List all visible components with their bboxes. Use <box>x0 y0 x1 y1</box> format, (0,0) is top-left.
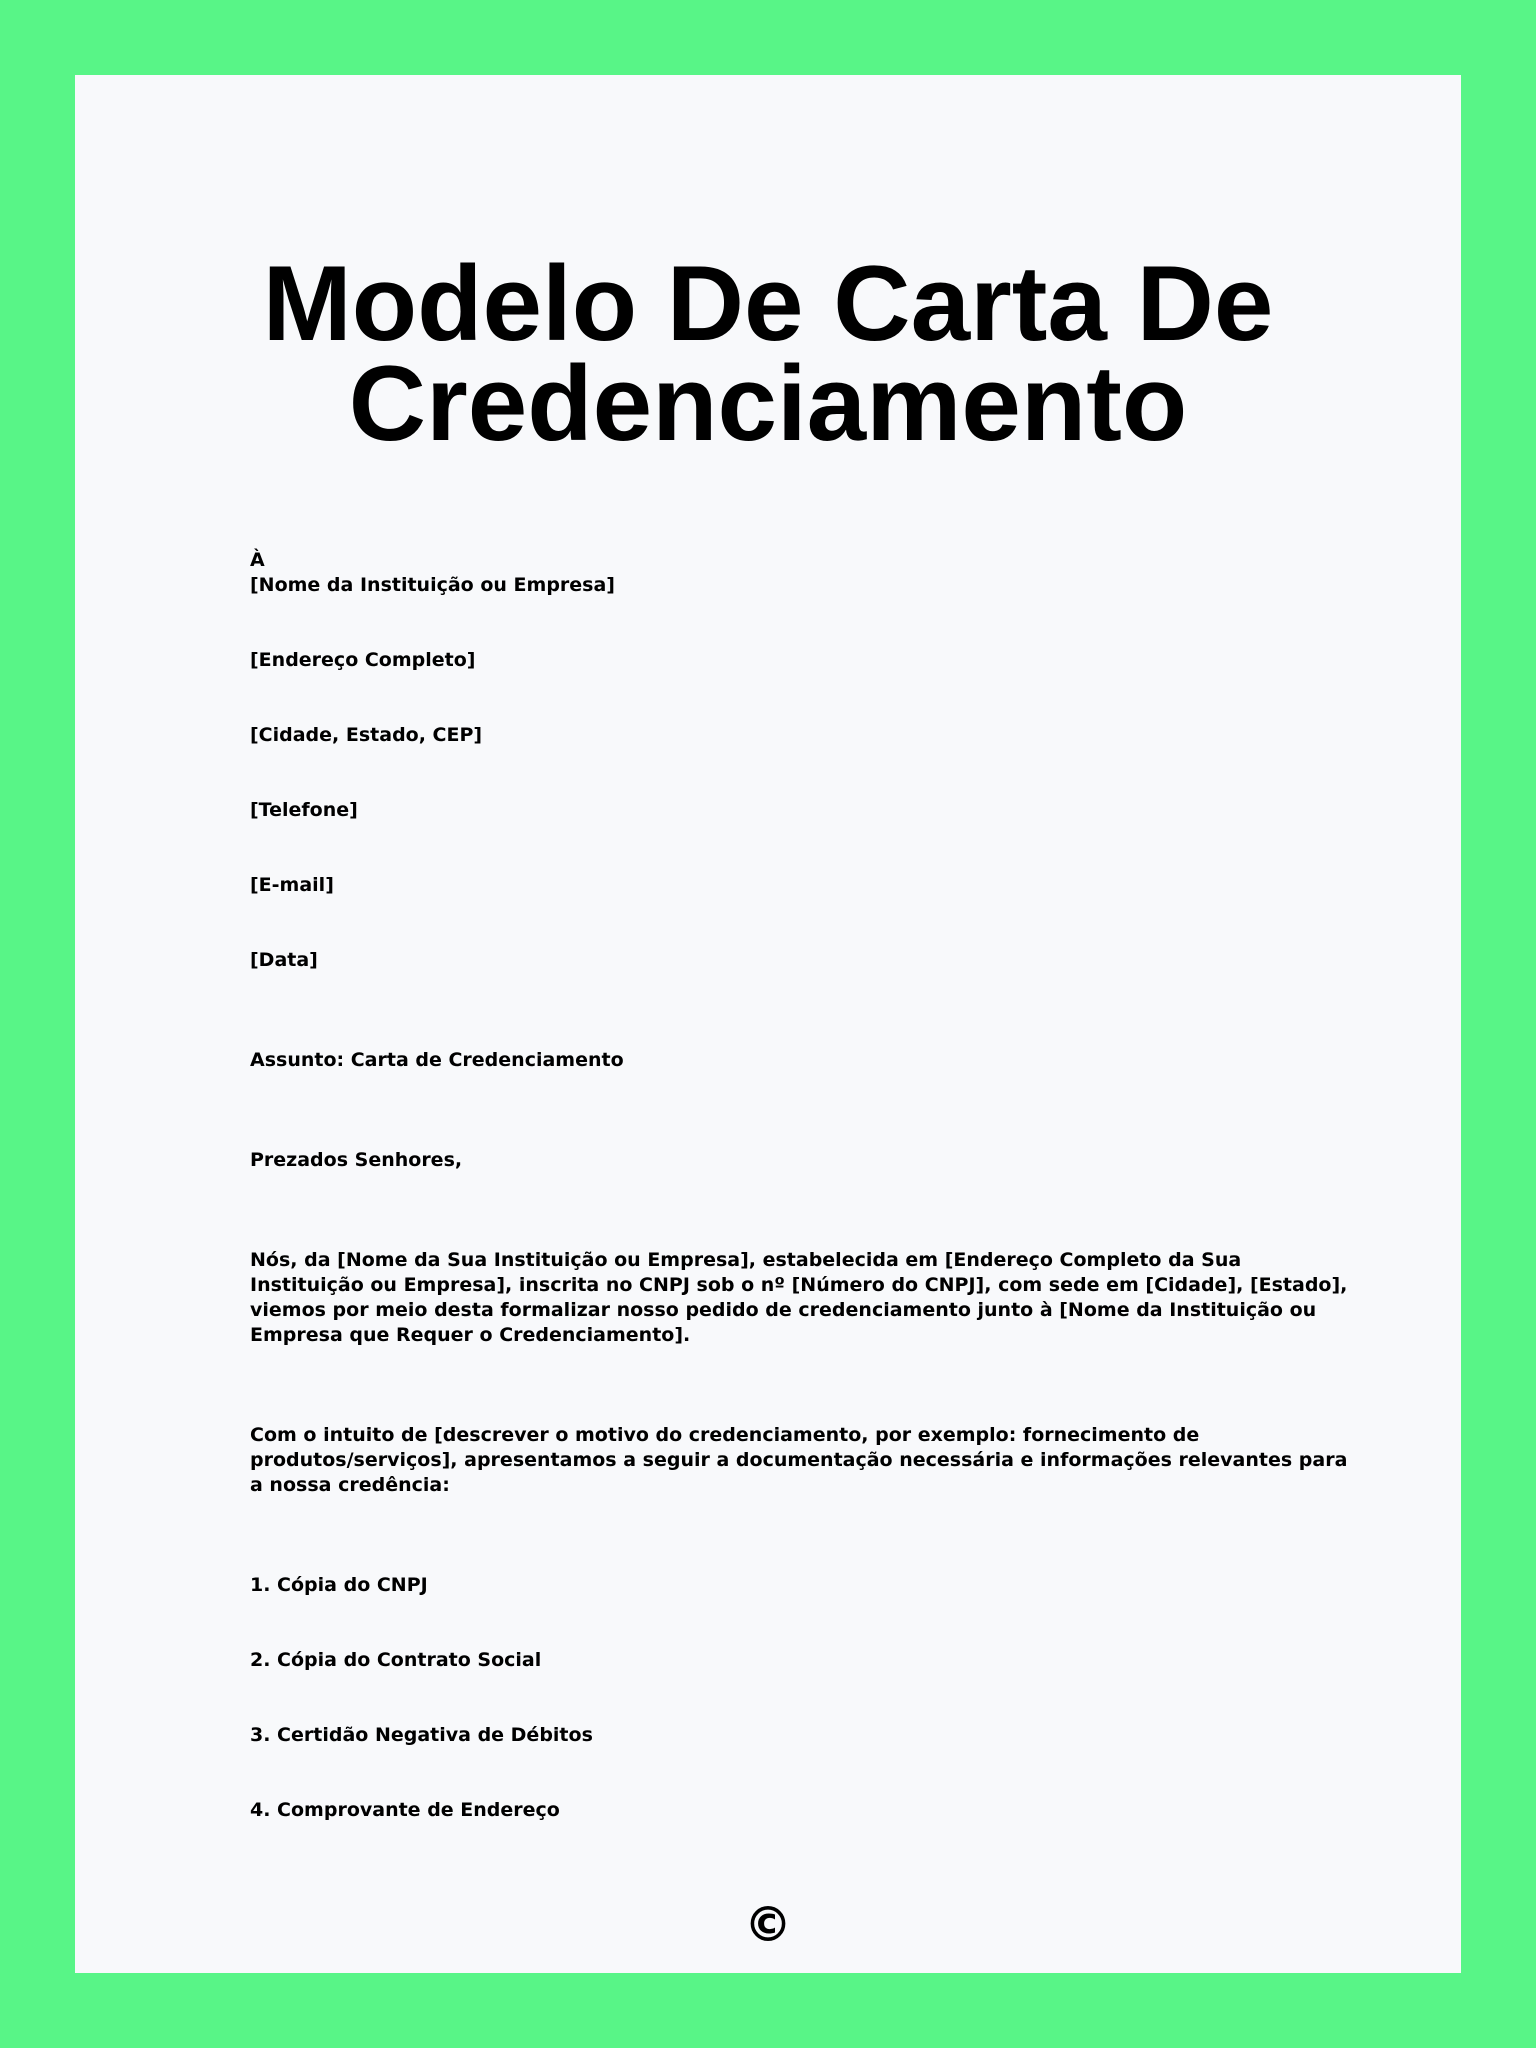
recipient-prefix: À <box>250 549 265 571</box>
list-item: 1. Cópia do CNPJ <box>250 1574 428 1596</box>
recipient-phone: [Telefone] <box>250 799 358 821</box>
recipient-email: [E-mail] <box>250 874 334 896</box>
paragraph-purpose: Com o intuito de [descrever o motivo do credenciamento, por exemplo: fornecimento de produtos/serviços], apresentamos a seguir a documentação necessária e informações relevantes para a nossa credência: <box>250 1424 1348 1496</box>
letter-body <box>250 548 1350 1823</box>
document-title: Modelo De Carta De Credenciamento <box>262 243 1274 463</box>
recipient-institution: [Nome da Instituição ou Empresa] <box>250 574 615 596</box>
paragraph-intro: Nós, da [Nome da Sua Instituição ou Empresa], estabelecida em [Endereço Completo da Sua Instituição ou Empresa], inscrita no CNPJ sob o nº [Número do CNPJ], com sede em [Cidade], [Estado], viemos por meio desta formalizar nosso pedido de credenciamento junto à [Nome da Instituição ou Empresa que Requer o Credenciamento]. <box>250 1249 1348 1346</box>
list-item: 4. Comprovante de Endereço <box>250 1799 560 1821</box>
document-page <box>75 75 1461 1973</box>
letter-date: [Data] <box>250 949 318 971</box>
letter-subject: Assunto: Carta de Credenciamento <box>250 1049 624 1071</box>
letter-salutation: Prezados Senhores, <box>250 1149 463 1171</box>
list-item: 3. Certidão Negativa de Débitos <box>250 1724 593 1746</box>
list-item: 2. Cópia do Contrato Social <box>250 1649 542 1671</box>
copyright-icon: © <box>744 1897 792 1953</box>
recipient-address: [Endereço Completo] <box>250 649 476 671</box>
recipient-city-state-zip: [Cidade, Estado, CEP] <box>250 724 483 746</box>
